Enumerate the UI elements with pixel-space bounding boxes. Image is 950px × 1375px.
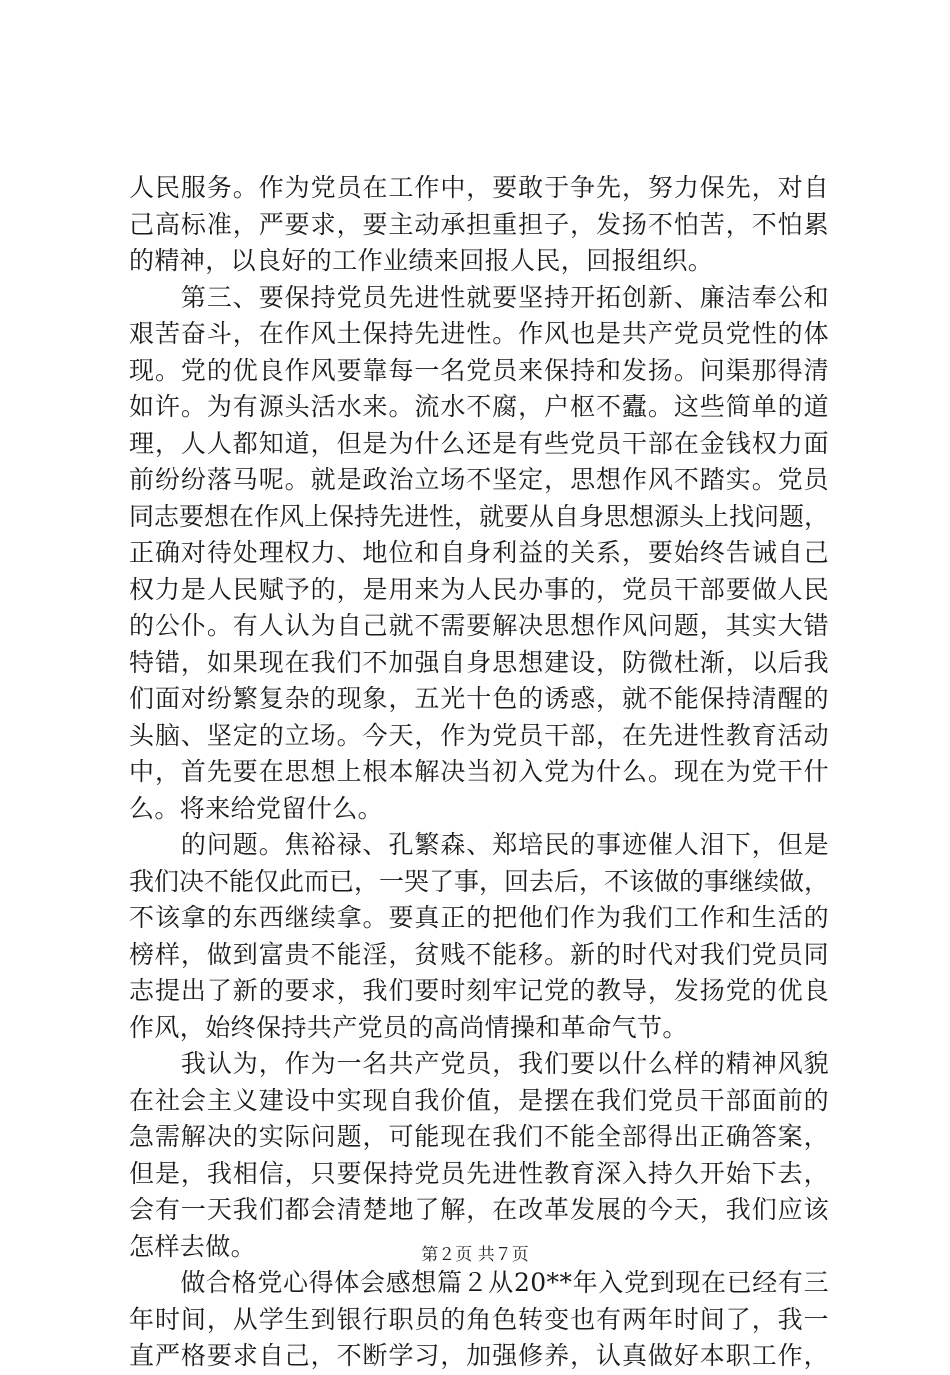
- text-line: 己高标准，严要求，要主动承担重担子，发扬不怕苦，不怕累: [129, 209, 829, 239]
- text-line: 特错，如果现在我们不加强自身思想建设，防微杜渐，以后我: [129, 647, 829, 677]
- text-line: 的精神，以良好的工作业绩来回报人民，回报组织。: [129, 246, 714, 275]
- text-line: 第三、要保持党员先进性就要坚持开拓创新、廉洁奉公和: [129, 282, 829, 312]
- text-line: 么。将来给党留什么。: [129, 793, 384, 823]
- text-line: 理，人人都知道，但是为什么还是有些党员干部在金钱权力面: [129, 428, 829, 458]
- text-line: 的问题。焦裕禄、孔繁森、郑培民的事迹催人泪下，但是: [129, 830, 829, 859]
- text-line: 我们决不能仅此而已，一哭了事，回去后，不该做的事继续做，: [129, 866, 830, 896]
- text-line: 直严格要求自己，不断学习，加强修养，认真做好本职工作，: [129, 1341, 829, 1370]
- text-line: 怎样去做。: [129, 1231, 257, 1261]
- text-line: 中，首先要在思想上根本解决当初入党为什么。现在为党干什: [129, 757, 829, 786]
- text-line: 现。党的优良作风要靠每一名党员来保持和发扬。问渠那得清: [129, 355, 829, 385]
- page-number-footer: 第２页 共７页: [421, 1245, 529, 1265]
- text-line: 如许。为有源头活水来。流水不腐，户枢不蠹。这些简单的道: [129, 392, 829, 421]
- text-line: 作风，始终保持共产党员的高尚情操和革命气节。: [129, 1012, 688, 1042]
- text-line: 但是，我相信，只要保持党员先进性教育深入持久开始下去，: [129, 1158, 829, 1188]
- text-line: 做合格党心得体会感想篇２从20**年入党到现在已经有三: [129, 1268, 829, 1297]
- text-line: 会有一天我们都会清楚地了解，在改革发展的今天，我们应该: [129, 1195, 829, 1224]
- text-line: 们面对纷繁复杂的现象，五光十色的诱惑，就不能保持清醒的: [129, 684, 829, 713]
- text-line: 我认为，作为一名共产党员，我们要以什么样的精神风貌: [129, 1049, 829, 1078]
- text-line: 人民服务。作为党员在工作中，要敢于争先，努力保先，对自: [129, 173, 829, 202]
- text-line: 头脑、坚定的立场。今天，作为党员干部，在先进性教育活动: [129, 720, 829, 750]
- text-line: 的公仆。有人认为自己就不需要解决思想作风问题，其实大错: [129, 611, 829, 640]
- text-line: 权力是人民赋予的，是用来为人民办事的，党员干部要做人民: [129, 574, 829, 604]
- text-line: 前纷纷落马呢。就是政治立场不坚定，思想作风不踏实。党员: [129, 465, 829, 494]
- text-line: 榜样，做到富贵不能淫，贫贱不能移。新的时代对我们党员同: [129, 939, 829, 969]
- text-line: 年时间，从学生到银行职员的角色转变也有两年时间了，我一: [129, 1304, 829, 1334]
- text-line: 同志要想在作风上保持先进性，就要从自身思想源头上找问题，: [129, 501, 830, 531]
- text-line: 在社会主义建设中实现自我价值，是摆在我们党员干部面前的: [129, 1085, 829, 1115]
- text-line: 急需解决的实际问题，可能现在我们不能全部得出正确答案，: [129, 1122, 829, 1151]
- text-line: 不该拿的东西继续拿。要真正的把他们作为我们工作和生活的: [129, 903, 829, 932]
- text-line: 正确对待处理权力、地位和自身利益的关系，要始终告诫自己: [129, 538, 829, 567]
- text-line: 艰苦奋斗，在作风土保持先进性。作风也是共产党员党性的体: [129, 319, 829, 348]
- document-body: [129, 170, 829, 1375]
- text-line: 志提出了新的要求，我们要时刻牢记党的教导，发扬党的优良: [129, 976, 829, 1005]
